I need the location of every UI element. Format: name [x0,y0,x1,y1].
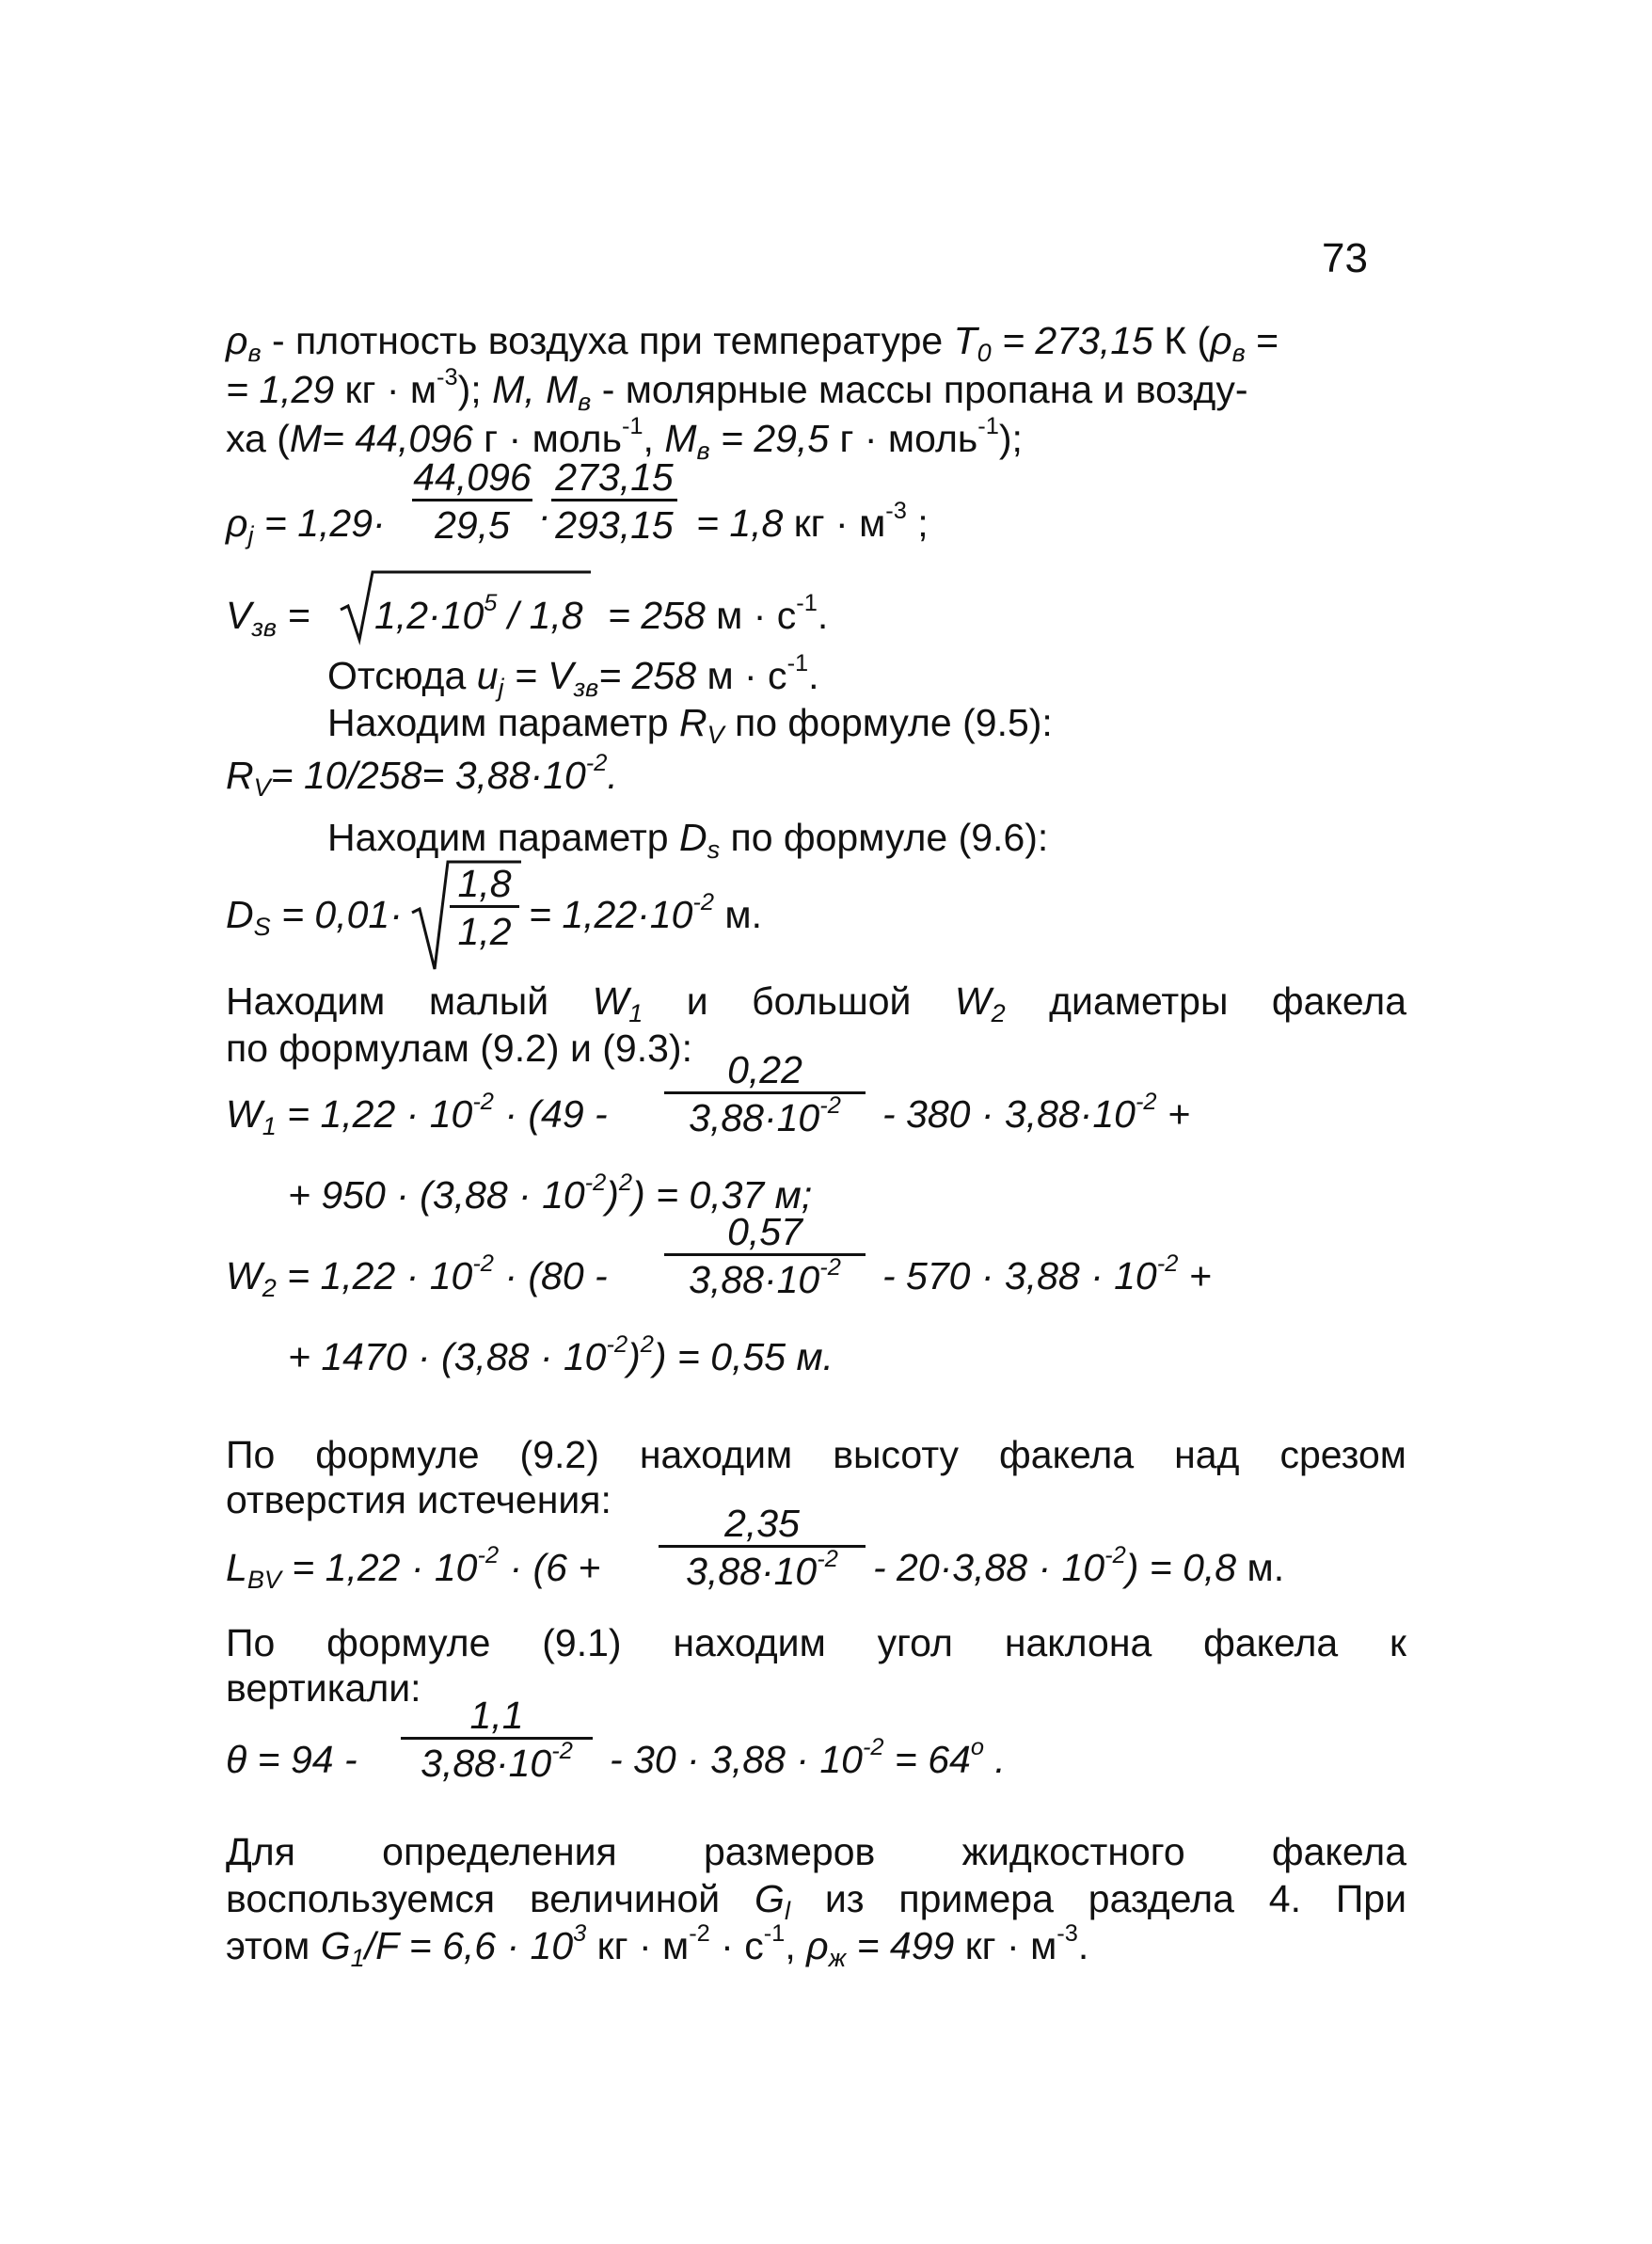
fraction-molar-ratio: 44,096 29,5 [413,455,532,547]
find-l-line-2: отверстия истечения: [226,1478,612,1521]
find-w-line-2: по формулам (9.2) и (9.3): [226,1027,692,1070]
fraction-density-ratio: 1,8 1,2 [450,862,519,951]
fraction-w1: 0,22 $3,88\cdot 10^{-2}$ [664,1048,866,1138]
find-w-line-1: Находим малый $W_1$ и большой $W_2$ диаметры факела [226,979,1407,1028]
final-line-3: этом $G_1/F = 6,6 \cdot 10^3$ кг · $м^{-2} \cdot с^{-1}$, $\rho_ж = 499$ кг · $м^{-3}$. [226,1919,1089,1973]
fraction-theta: 1,1 $3,88\cdot 10^{-2}$ [401,1694,593,1783]
fraction-temperature-ratio: 273,15 293,15 [551,455,677,545]
find-ds-line: Находим параметр $D_s$ по формуле (9.6): [327,816,1049,865]
fraction-lbv: 2,35 $3,88\cdot 10^{-2}$ [659,1502,866,1591]
final-line-1: Для определения размеров жидкостного факела [226,1830,1406,1873]
fraction-w2: 0,57 $3,88\cdot 10^{-2}$ [664,1210,866,1299]
book-page: 73 $\rho_в$ - плотность воздуха при температуре $T_0 = 273,15$ К ($\rho_в$ = = 1,29 кг · $м^{-3}$); M, $M_в$ - молярные массы пропана и возду- ха (M= 44,096 г · моль$^{-1}$, $M_в = 29,5$ г · моль$^{-1}$); $\rho_j = 1,29\cdot$ 44,096 29,5 · 273,15 293,15 = 1,8 кг · $м^{-3}$ ; $V_{зв}$ = $1,2\cdot 10^5 / 1,8$ = 258 $м \cdot с^{-1}$. Отсюда $u_j = V_{зв}= 258$ $м \cdot с^{-1}$. Находим параметр $R_V$ по формуле (9.5): $R_V= 10/258= 3,88\cdot 10^{-2}$. Находим параметр $D_s$ по формуле (9.6): $D_S = 0,01\cdot$ 1,8 1,2 = $1,22\cdot 10^{-2}$ м. Находим малый $W_1$ и большой $W_2$ диаметры факела по формулам (9.2) и (9.3): $W_1 = 1,22 \cdot 10^{-2} \cdot (49$ - 0,22 $3,88\cdot 10^{-2}$ - $380 \cdot 3,88\cdot 10^{-2}$ + + $950 \cdot (3,88 \cdot 10^{-2})^2) = 0,37$ м; $W_2 = 1,22 \cdot 10^{-2} \cdot (80$ - 0,57 $3,88\cdot 10^{-2}$ - $570 \cdot 3,88 \cdot 10^{-2}$ + + $1470 \cdot (3,88 \cdot 10^{-2})^2) = 0,55$ м. По формуле (9.2) находим высоту факела над срезом отверстия истечения: $L_{BV} = 1,22 \cdot 10^{-2} \cdot (6$ + 2,35 $3,88\cdot 10^{-2}$ - $20\cdot 3,88 \cdot 10^{-2}) = 0,8$ м. По формуле (9.1) находим угол наклона факела к вертикали: θ = 94 - 1,1 $3,88\cdot 10^{-2}$ - $30 \cdot 3,88 \cdot 10^{-2} = 64^o$ . Для определения размеров жидкостного факела воспользуемся величиной $G_l$ из примера раздела 4. При этом $G_1/F = 6,6 \cdot 10^3$ кг · $м^{-2} \cdot с^{-1}$, $\rho_ж = 499$ кг · $м^{-3}$. [226,235,1407,1973]
equation-rv: $R_V= 10/258= 3,88\cdot 10^{-2}$. [226,749,618,803]
intro-line-1: $\rho_в$ - плотность воздуха при температуре $T_0 = 273,15$ К ($\rho_в$ = [226,319,1279,368]
otsyuda-line: Отсюда $u_j = V_{зв}= 258$ $м \cdot с^{-1}$. [327,649,819,703]
intro-line-3: ха (M= 44,096 г · моль$^{-1}$, $M_в = 29,5$ г · моль$^{-1}$); [226,412,1023,466]
find-l-line-1: По формуле (9.2) находим высоту факела над срезом [226,1433,1406,1476]
find-rv-line: Находим параметр $R_V$ по формуле (9.5): [327,701,1053,750]
intro-line-2: = 1,29 кг · $м^{-3}$); M, $M_в$ - молярные массы пропана и возду- [226,363,1248,417]
find-theta-line-1: По формуле (9.1) находим угол наклона факела к [226,1621,1406,1664]
page-number: 73 [1322,235,1368,281]
find-theta-line-2: вертикали: [226,1666,421,1710]
final-line-2: воспользуемся величиной $G_l$ из примера раздела 4. При [226,1877,1407,1926]
